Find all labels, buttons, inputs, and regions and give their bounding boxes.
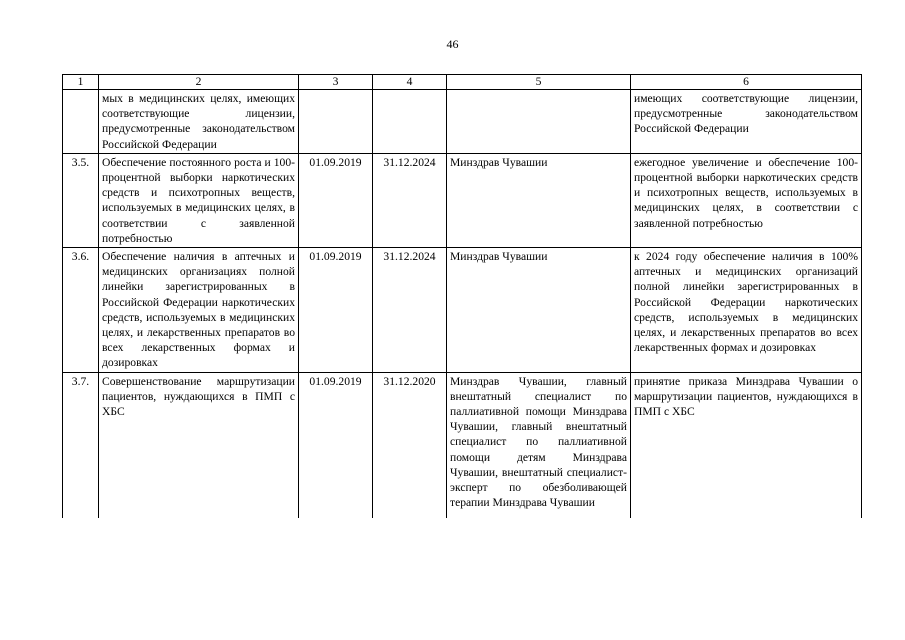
item-number: 3.5. (63, 153, 99, 247)
item-number: 3.7. (63, 372, 99, 518)
end-date: 31.12.2020 (373, 372, 447, 518)
item-number (63, 90, 99, 154)
column-header: 1 (63, 75, 99, 90)
start-date: 01.09.2019 (299, 372, 373, 518)
measures-table (62, 74, 862, 518)
start-date (299, 90, 373, 154)
responsible-text: Минздрав Чувашии, главный внештатный специалист по паллиативной помощи Минздрава Чувашии, главный внештатный специалист по паллиативной помощи детям Минздрава Чувашии, внештатный специалист-эксперт по обезболивающей терапии Минздрава Чувашии (447, 372, 631, 518)
table-row (63, 90, 862, 154)
column-header: 2 (99, 75, 299, 90)
responsible-text (447, 90, 631, 154)
result-text: принятие приказа Минздрава Чувашии о маршрутизации пациентов, нуждающихся в ПМП с ХБС (631, 372, 862, 518)
item-number: 3.6. (63, 248, 99, 373)
responsible-text: Минздрав Чувашии (447, 248, 631, 373)
measure-text: Совершенствование маршрутизации пациентов, нуждающихся в ПМП с ХБС (99, 372, 299, 518)
measure-text: Обеспечение наличия в аптечных и медицинских организациях полной линейки зарегистрированных в Российской Федерации наркотических средств, используемых в медицинских целях, и лекарственных препаратов во всех лекарственных формах и дозировках (99, 248, 299, 373)
result-text: имеющих соответствующие лицензии, предусмотренные законодательством Российской Федерации (631, 90, 862, 154)
end-date (373, 90, 447, 154)
table-row (63, 248, 862, 373)
responsible-text: Минздрав Чувашии (447, 153, 631, 247)
start-date: 01.09.2019 (299, 153, 373, 247)
column-header: 5 (447, 75, 631, 90)
table-row (63, 153, 862, 247)
column-header: 4 (373, 75, 447, 90)
column-header: 3 (299, 75, 373, 90)
measure-text: Обеспечение постоянного роста и 100-процентной выборки наркотических средств и психотропных веществ, используемых в медицинских целях, в соответствии с заявленной потребностью (99, 153, 299, 247)
end-date: 31.12.2024 (373, 248, 447, 373)
column-header: 6 (631, 75, 862, 90)
start-date: 01.09.2019 (299, 248, 373, 373)
table-row (63, 372, 862, 518)
result-text: ежегодное увеличение и обеспечение 100-процентной выборки наркотических средств и психотропных веществ, используемых в медицинских целях, в соответствии с заявленной потребностью (631, 153, 862, 247)
table-header-row (63, 75, 862, 90)
result-text: к 2024 году обеспечение наличия в 100% аптечных и медицинских организаций полной линейки зарегистрированных в Российской Федерации наркотических средств, используемых в медицинских целях, и лекарственных препаратов во всех лекарственных формах и дозировках (631, 248, 862, 373)
page-number: 46 (446, 37, 459, 51)
end-date: 31.12.2024 (373, 153, 447, 247)
measure-text: мых в медицинских целях, имеющих соответствующие лицензии, предусмотренные законодательством Российской Федерации (99, 90, 299, 154)
